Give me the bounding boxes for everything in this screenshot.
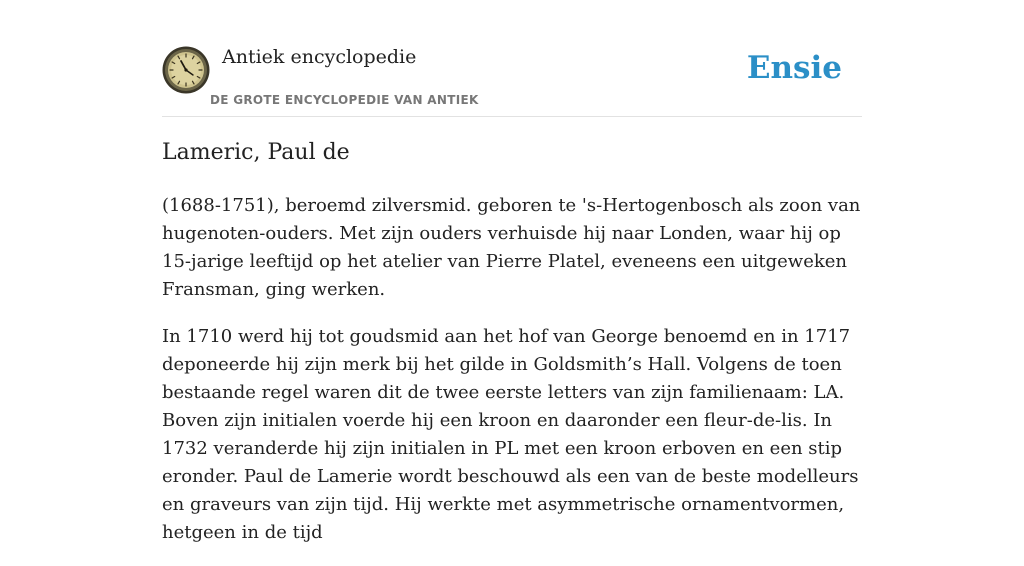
article-title: Lameric, Paul de: [162, 140, 350, 165]
site-subtitle: DE GROTE ENCYCLOPEDIE VAN ANTIEK: [210, 93, 479, 107]
article-paragraph: In 1710 werd hij tot goudsmid aan het hof van George benoemd en in 1717 deponeerde hij zijn merk bij het gilde in Goldsmith’s Hall. Volgens de toen bestaande regel waren dit de twee eerste letters van zijn familienaam: LA. Boven zijn initialen voerde hij een kroon en daaronder een fleur-de-lis. In 1732 veranderde hij zijn initialen in PL met een kroon erboven en een stip eronder. Paul de Lamerie wordt beschouwd als een van de beste modelleurs en graveurs van zijn tijd. Hij werkte met asymmetrische ornamentvormen, hetgeen in de tijd: [162, 326, 859, 543]
ensie-brand-link[interactable]: Ensie: [746, 50, 842, 86]
antique-clock-icon[interactable]: [162, 46, 210, 94]
site-title[interactable]: Antiek encyclopedie: [222, 46, 417, 68]
article-body: [162, 192, 862, 566]
article-paragraph: (1688-1751), beroemd zilversmid. geboren te 's-Hertogenbosch als zoon van hugenoten-ouders. Met zijn ouders verhuisde hij naar Londen, waar hij op 15-jarige leeftijd op het atelier van Pierre Platel, eveneens een uitgeweken Fransman, ging werken.: [162, 195, 861, 300]
site-header: [162, 40, 862, 117]
